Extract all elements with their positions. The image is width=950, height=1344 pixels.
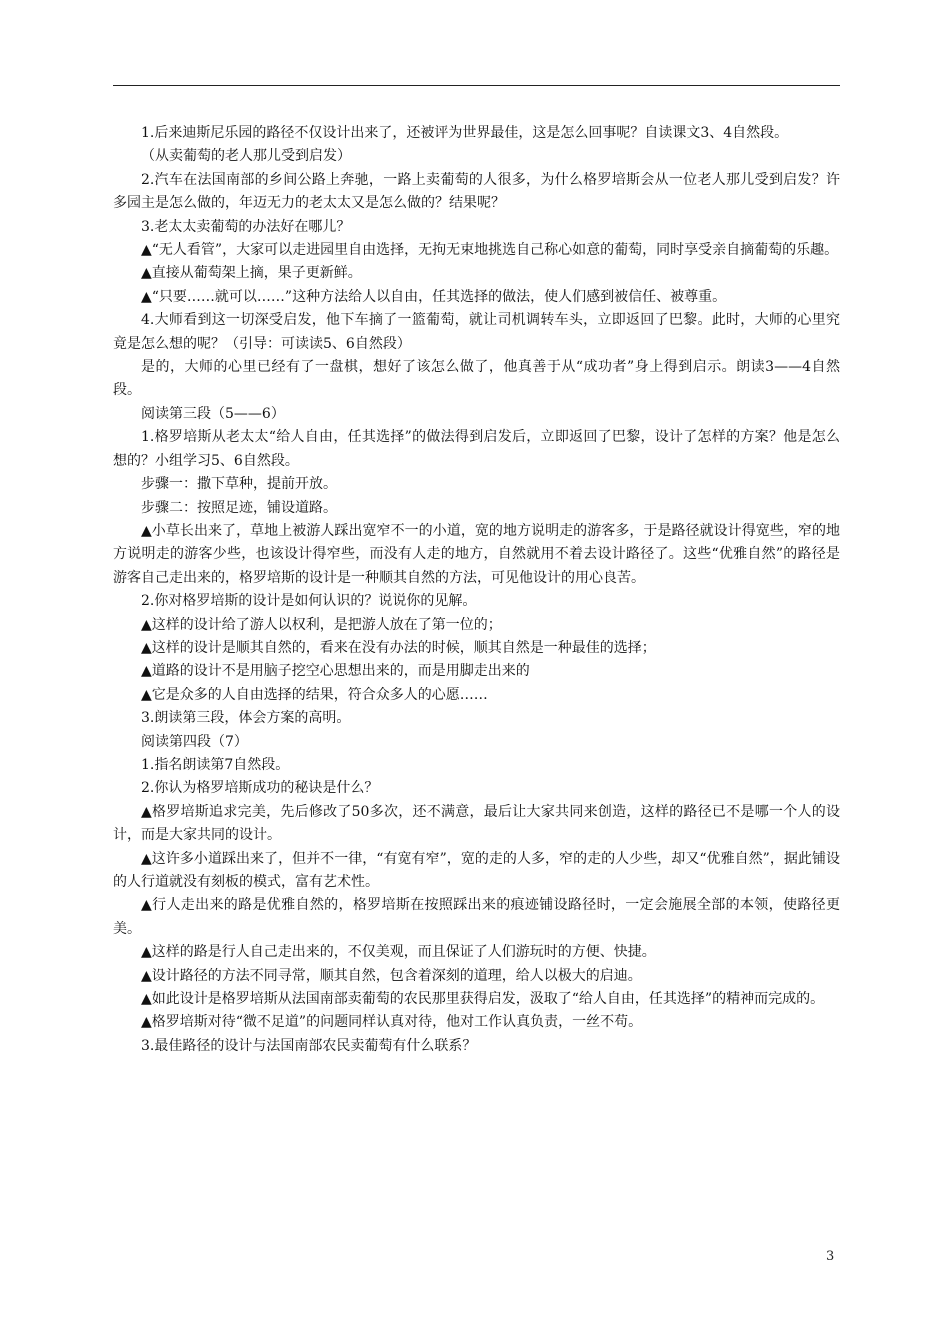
header-rule — [113, 85, 840, 86]
paragraph: 步骤二：按照足迹，铺设道路。 — [141, 499, 337, 516]
paragraph: 是的，大师的心里已经有了一盘棋，想好了该怎么做了，他真善于从“成功者”身上得到启示。朗读3——4自然段。 — [113, 359, 840, 399]
paragraph: 4.大师看到这一切深受启发，他下车摘了一篮葡萄，就让司机调转车头，立即返回了巴黎。此时，大师的心里究竟是怎么想的呢？（引导：可读读5、6自然段） — [113, 312, 840, 352]
paragraph: ▲如此设计是格罗培斯从法国南部卖葡萄的农民那里获得启发，汲取了“给人自由，任其选择”的精神而完成的。 — [141, 991, 825, 1008]
paragraph: 2.你对格罗培斯的设计是如何认识的？说说你的见解。 — [141, 593, 477, 610]
paragraph: 3.朗读第三段，体会方案的高明。 — [141, 710, 351, 727]
paragraph: 1.后来迪斯尼乐园的路径不仅设计出来了，还被评为世界最佳，这是怎么回事呢？自读课文3、4自然段。 — [141, 125, 789, 141]
document-body — [113, 122, 840, 1058]
paragraph: 2.你认为格罗培斯成功的秘诀是什么？ — [141, 780, 379, 797]
paragraph: 2.汽车在法国南部的乡间公路上奔驰，一路上卖葡萄的人很多，为什么格罗培斯会从一位老人那儿受到启发？许多园主是怎么做的，年迈无力的老太太又是怎么做的？结果呢？ — [113, 171, 840, 212]
paragraph: ▲“只要……就可以……”这种方法给人以自由，任其选择的做法，使人们感到被信任、被尊重。 — [141, 288, 727, 305]
paragraph: 3.最佳路径的设计与法国南部农民卖葡萄有什么联系？ — [141, 1037, 477, 1054]
paragraph: ▲格罗培斯对待“微不足道”的问题同样认真对待，他对工作认真负责，一丝不苟。 — [141, 1014, 643, 1031]
paragraph: ▲小草长出来了，草地上被游人踩出宽窄不一的小道，宽的地方说明走的游客多，于是路径就设计得宽些，窄的地方说明走的游客少些，也该设计得窄些，而没有人走的地方，自然就用不着去设计路径了。这些“优雅自然”的路径是游客自己走出来的，格罗培斯的设计是一种顺其自然的方法，可见他设计的用心良苦。 — [113, 522, 840, 586]
paragraph: ▲“无人看管”，大家可以走进园里自由选择，无拘无束地挑选自己称心如意的葡萄，同时享受亲自摘葡萄的乐趣。 — [141, 242, 839, 259]
paragraph: ▲这样的设计给了游人以权利，是把游人放在了第一位的； — [141, 616, 502, 633]
section-heading: 阅读第三段（5——6） — [141, 405, 285, 422]
paragraph: 3.老太太卖葡萄的办法好在哪儿？ — [141, 218, 351, 235]
section-heading: 阅读第四段（7） — [141, 733, 248, 750]
paragraph: ▲这许多小道踩出来了，但并不一律，“有宽有窄”，宽的走的人多，窄的走的人少些，却又“优雅自然”，据此铺设的人行道就没有刻板的模式，富有艺术性。 — [113, 850, 840, 890]
paragraph: 1.指名朗读第7自然段。 — [141, 756, 290, 773]
paragraph: ▲设计路径的方法不同寻常，顺其自然，包含着深刻的道理，给人以极大的启迪。 — [141, 967, 642, 984]
paragraph: ▲格罗培斯追求完美，先后修改了50多次，还不满意，最后让大家共同来创造，这样的路径已不是哪一个人的设计，而是大家共同的设计。 — [113, 803, 840, 844]
paragraph: 步骤一：撒下草种，提前开放。 — [141, 476, 337, 493]
paragraph: （从卖葡萄的老人那儿受到启发） — [141, 148, 351, 165]
paragraph: ▲行人走出来的路是优雅自然的，格罗培斯在按照踩出来的痕迹铺设路径时，一定会施展全部的本领，使路径更美。 — [113, 897, 840, 937]
paragraph: ▲道路的设计不是用脑子挖空心思想出来的，而是用脚走出来的 — [141, 663, 530, 680]
paragraph: ▲这样的路是行人自己走出来的，不仅美观，而且保证了人们游玩时的方便、快捷。 — [141, 944, 656, 961]
paragraph: ▲直接从葡萄架上摘，果子更新鲜。 — [141, 265, 362, 282]
paragraph: ▲这样的设计是顺其自然的，看来在没有办法的时候，顺其自然是一种最佳的选择； — [141, 639, 656, 656]
page-number: 3 — [826, 1249, 835, 1264]
paragraph: 1.格罗培斯从老太太“给人自由，任其选择”的做法得到启发后，立即返回了巴黎，设计了怎样的方案？他是怎么想的？小组学习5、6自然段。 — [113, 429, 840, 469]
paragraph: ▲它是众多的人自由选择的结果，符合众多人的心愿…… — [141, 686, 488, 703]
